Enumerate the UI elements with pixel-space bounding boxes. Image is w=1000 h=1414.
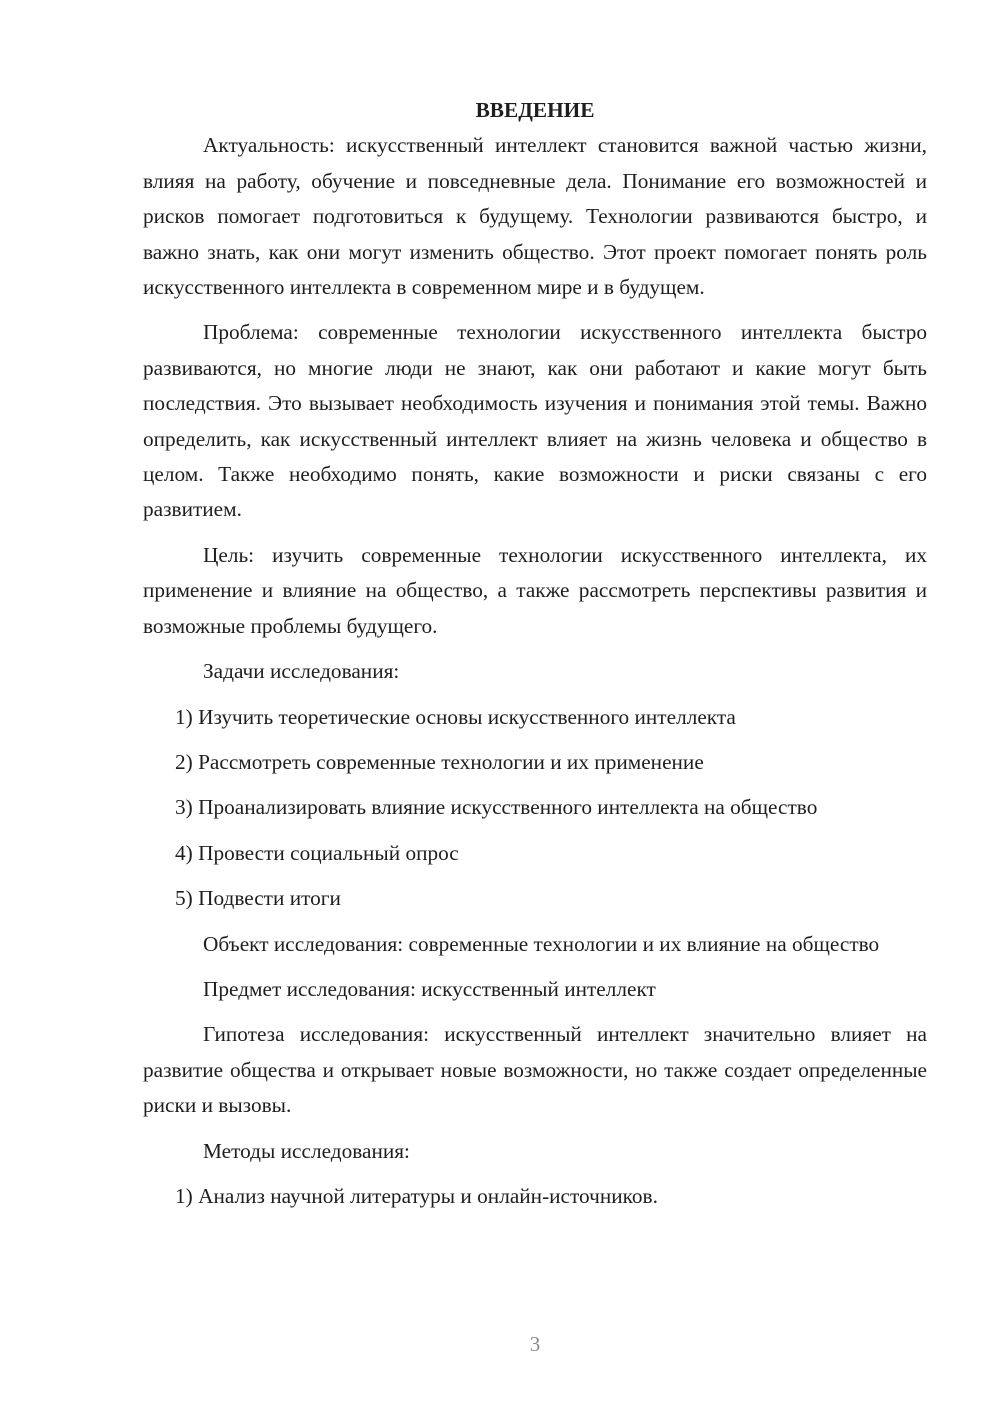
method-item: 1) Анализ научной литературы и онлайн-источников. <box>175 1183 658 1208</box>
page-number: 3 <box>529 1332 541 1356</box>
paragraph-problem: Проблема: современные технологии искусственного интеллекта быстро развиваются, но многие люди не знают, как они работают и какие могут быть последствия. Это вызывает необходимость изучения и понимания этой темы. Важно определить, как искусственный интеллект влияет на жизнь человека и общество в целом. Также необходимо понять, какие возможности и риски связаны с его развитием. <box>143 320 927 522</box>
paragraph-relevance: Актуальность: искусственный интеллект становится важной частью жизни, влияя на работу, обучение и повседневные дела. Понимание его возможностей и рисков помогает подготовиться к будущему. Технологии развиваются быстро, и важно знать, как они могут изменить общество. Этот проект помогает понять роль искусственного интеллекта в современном мире и в будущем. <box>143 133 927 300</box>
methods-heading: Методы исследования: <box>203 1138 410 1163</box>
paragraph-goal: Цель: изучить современные технологии искусственного интеллекта, их применение и влияние на общество, а также рассмотреть перспективы развития и возможные проблемы будущего. <box>143 542 927 638</box>
paragraph-subject: Предмет исследования: искусственный интеллект <box>203 976 656 1001</box>
section-title <box>143 93 927 128</box>
section-title-text: ВВЕДЕНИЕ <box>475 98 595 122</box>
tasks-heading: Задачи исследования: <box>203 659 400 684</box>
task-item: 3) Проанализировать влияние искусственного интеллекта на общество <box>175 795 818 820</box>
task-item: 1) Изучить теоретические основы искусственного интеллекта <box>175 704 736 729</box>
paragraph-hypothesis: Гипотеза исследования: искусственный интеллект значительно влияет на развитие общества и открывает новые возможности, но также создает определенные риски и вызовы. <box>143 1022 927 1118</box>
task-item: 4) Провести социальный опрос <box>175 840 459 865</box>
paragraph-object: Объект исследования: современные технологии и их влияние на общество <box>203 931 880 956</box>
document-page <box>143 93 927 1224</box>
task-item: 2) Рассмотреть современные технологии и их применение <box>175 749 704 774</box>
task-item: 5) Подвести итоги <box>175 886 341 911</box>
